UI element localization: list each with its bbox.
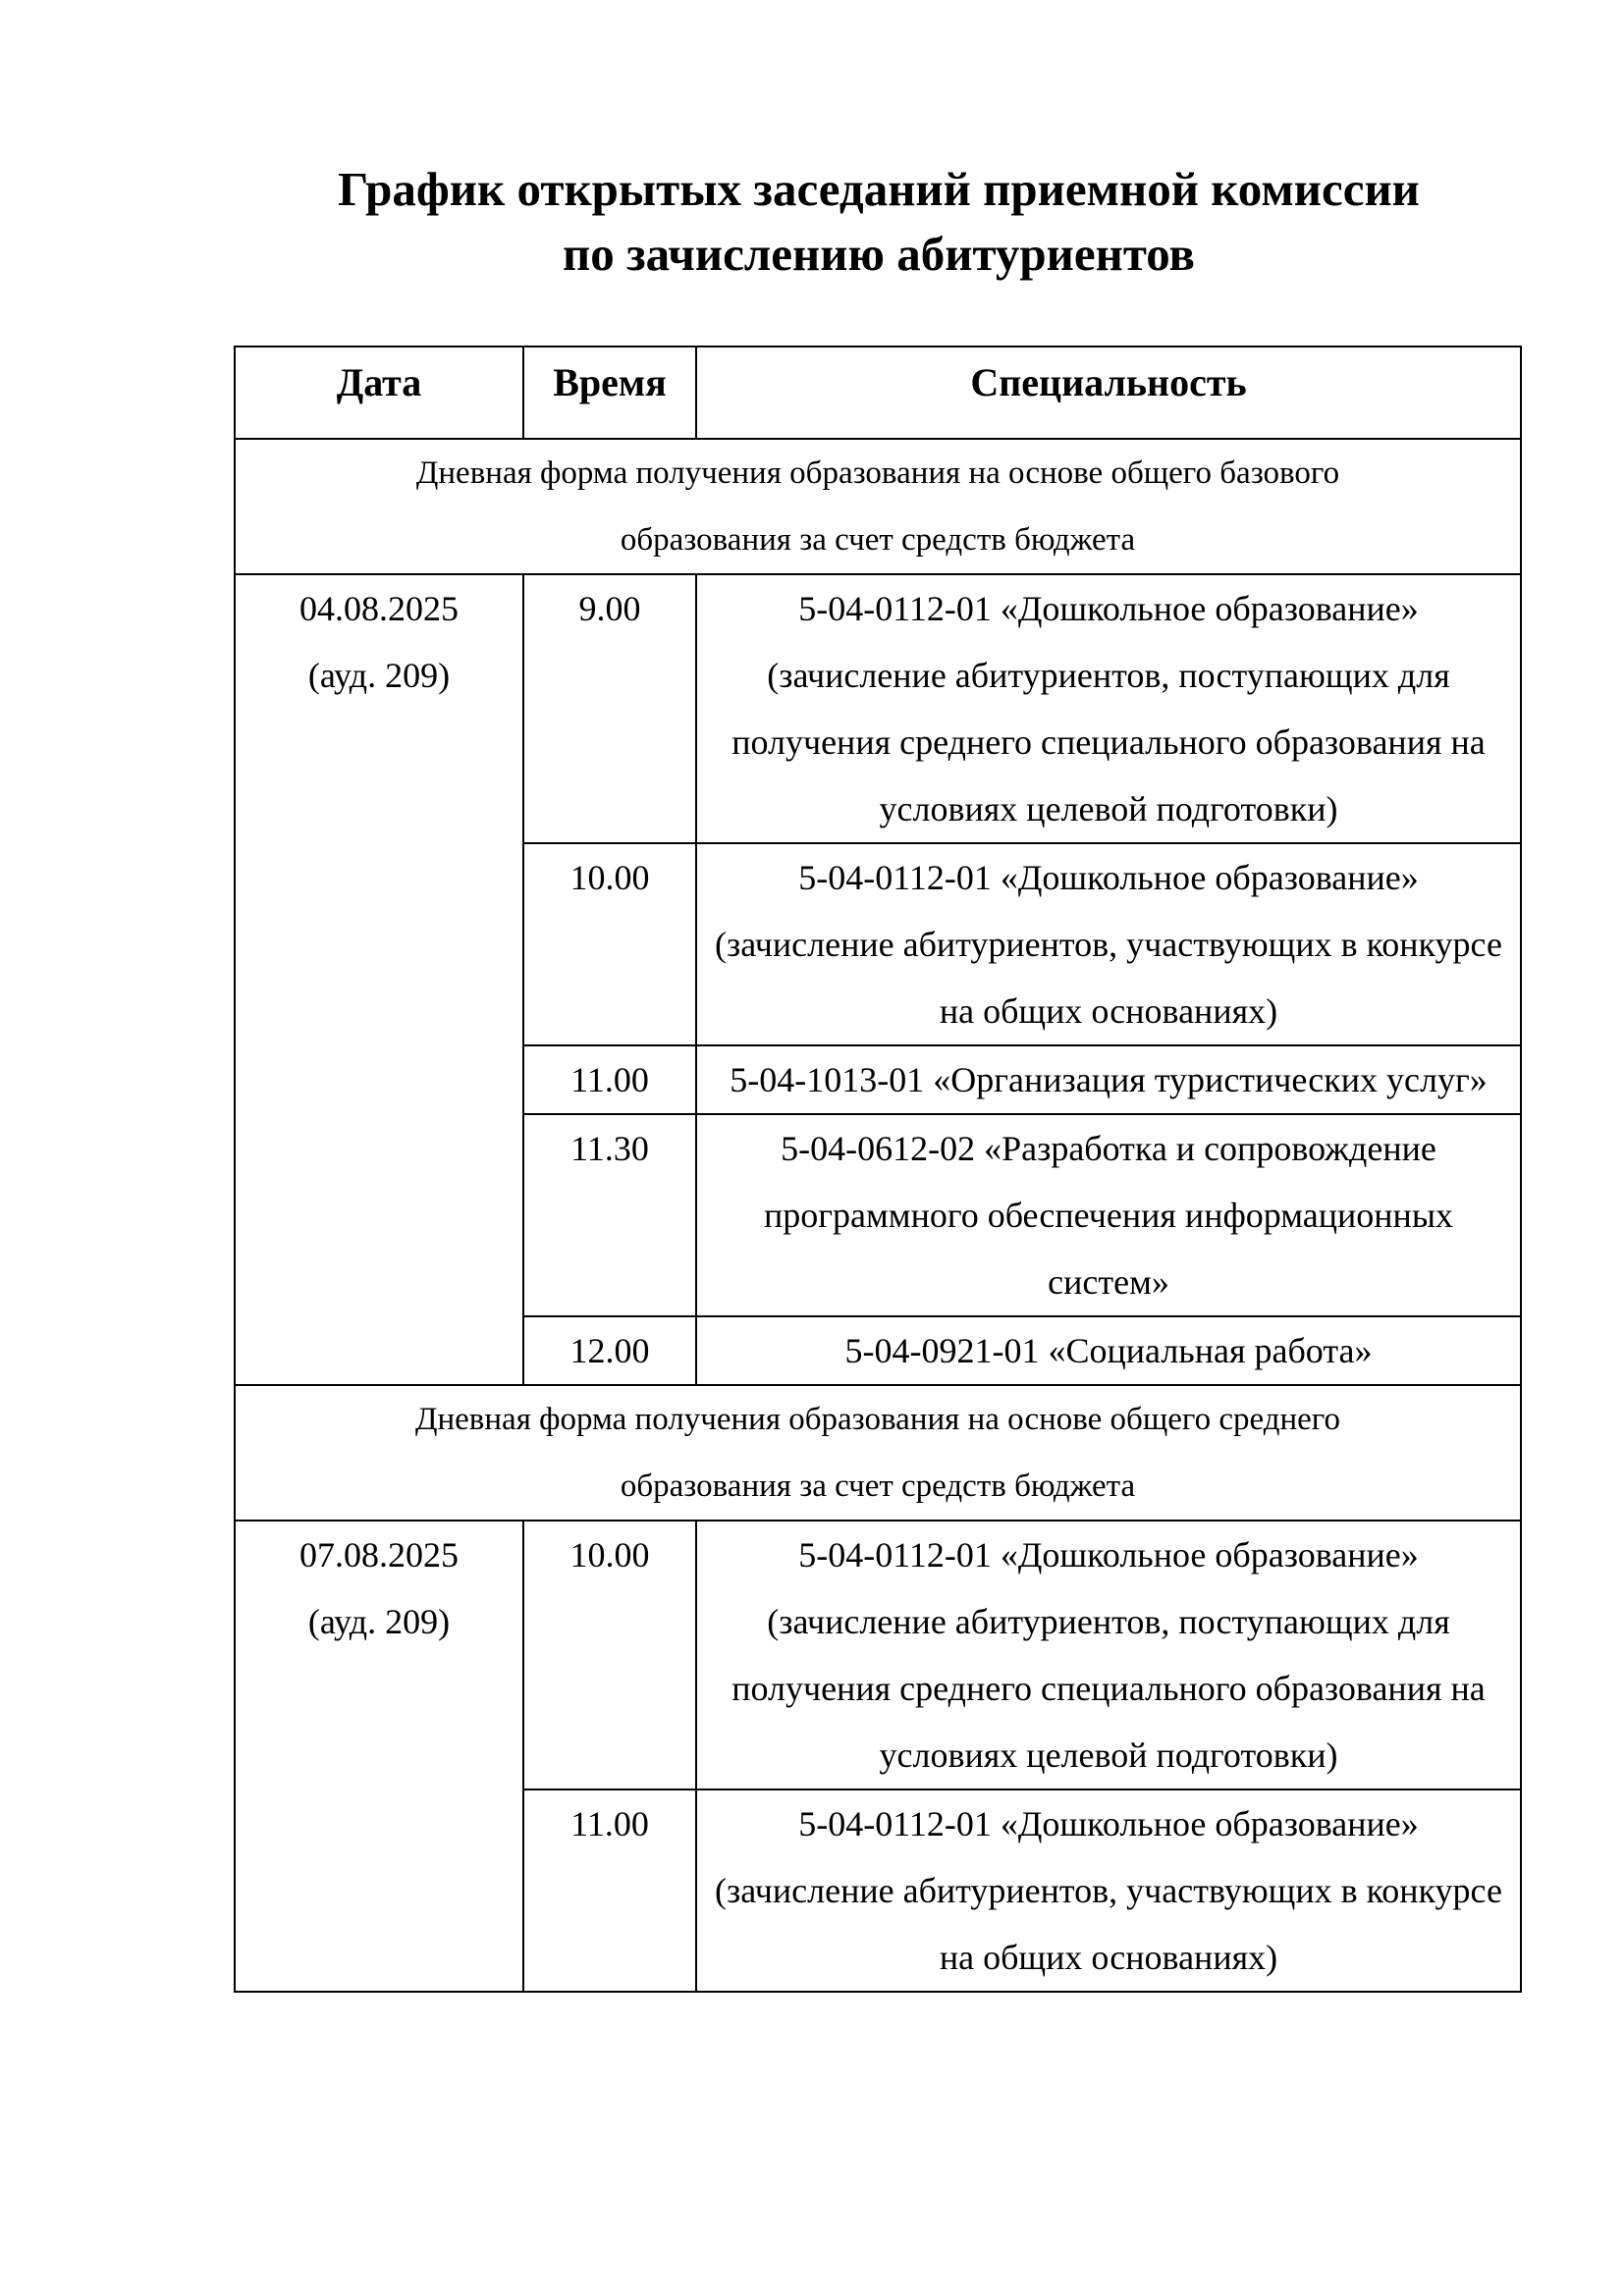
page-title bbox=[226, 157, 1532, 287]
time-cell: 10.00 bbox=[523, 1521, 696, 1789]
page-title-line-2: по зачислению абитуриентов bbox=[562, 227, 1195, 281]
date-value: 04.08.2025 bbox=[299, 589, 459, 628]
section-heading-line-2: образования за счет средств бюджета bbox=[620, 522, 1136, 558]
header-specialty: Специальность bbox=[696, 347, 1521, 439]
time-cell: 12.00 bbox=[523, 1316, 696, 1385]
time-cell: 11.00 bbox=[523, 1789, 696, 1992]
page-title-line-1: График открытых заседаний приемной комиссии bbox=[338, 162, 1420, 216]
schedule-table bbox=[234, 346, 1522, 1993]
date-cell bbox=[235, 574, 523, 1385]
time-cell: 10.00 bbox=[523, 843, 696, 1045]
section-heading-line-2: образования за счет средств бюджета bbox=[620, 1468, 1136, 1504]
specialty-cell: 5-04-0112-01 «Дошкольное образование» (зачисление абитуриентов, участвующих в конкурсе на общих основаниях) bbox=[696, 843, 1521, 1045]
section-heading-line-1: Дневная форма получения образования на основе общего базового bbox=[415, 455, 1340, 491]
section-heading-row bbox=[235, 439, 1521, 574]
table-header-row bbox=[235, 347, 1521, 439]
table-row bbox=[235, 1521, 1521, 1789]
section-heading-line-1: Дневная форма получения образования на основе общего среднего bbox=[414, 1402, 1341, 1437]
section-heading-row bbox=[235, 1385, 1521, 1521]
specialty-cell: 5-04-1013-01 «Организация туристических услуг» bbox=[696, 1045, 1521, 1114]
time-cell: 9.00 bbox=[523, 574, 696, 843]
specialty-cell: 5-04-0112-01 «Дошкольное образование» (зачисление абитуриентов, участвующих в конкурсе на общих основаниях) bbox=[696, 1789, 1521, 1992]
room-value: (ауд. 209) bbox=[307, 1602, 451, 1641]
time-cell: 11.30 bbox=[523, 1114, 696, 1316]
table-row bbox=[235, 574, 1521, 843]
time-cell: 11.00 bbox=[523, 1045, 696, 1114]
header-time: Время bbox=[523, 347, 696, 439]
date-value: 07.08.2025 bbox=[299, 1535, 459, 1575]
specialty-cell: 5-04-0612-02 «Разработка и сопровождение программного обеспечения информационных систем» bbox=[696, 1114, 1521, 1316]
specialty-cell: 5-04-0921-01 «Социальная работа» bbox=[696, 1316, 1521, 1385]
room-value: (ауд. 209) bbox=[307, 656, 451, 695]
date-cell bbox=[235, 1521, 523, 1992]
specialty-cell: 5-04-0112-01 «Дошкольное образование» (зачисление абитуриентов, поступающих для получения среднего специального образования на условиях целевой подготовки) bbox=[696, 574, 1521, 843]
section-heading bbox=[235, 439, 1521, 574]
section-heading bbox=[235, 1385, 1521, 1521]
header-date: Дата bbox=[235, 347, 523, 439]
specialty-cell: 5-04-0112-01 «Дошкольное образование» (зачисление абитуриентов, поступающих для получения среднего специального образования на условиях целевой подготовки) bbox=[696, 1521, 1521, 1789]
